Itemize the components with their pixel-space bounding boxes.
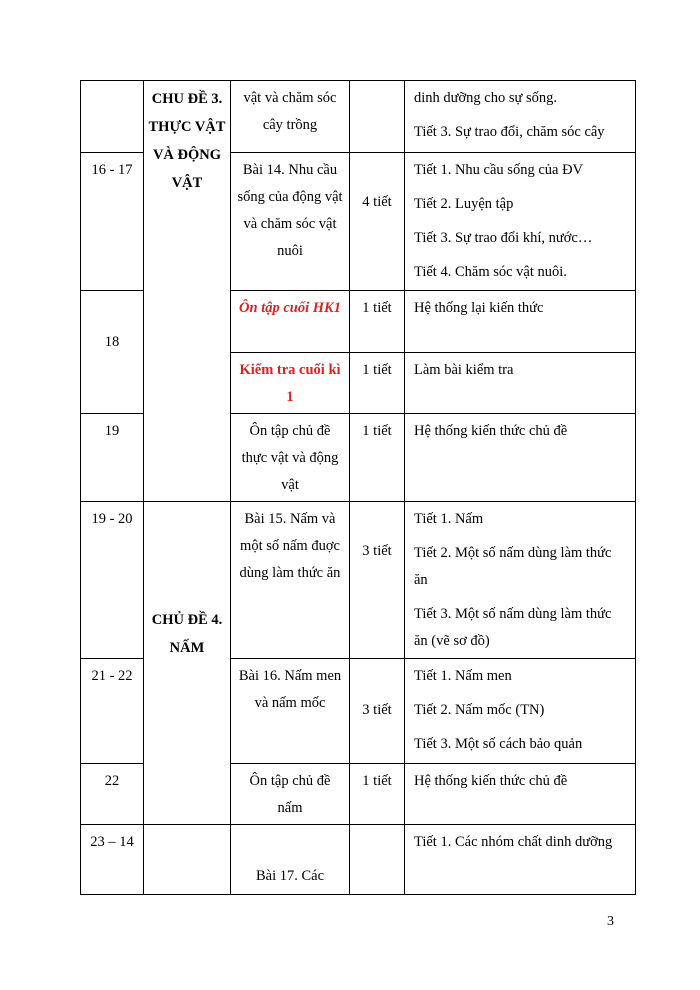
content-line: Hệ thống kiến thức chủ đề (414, 423, 568, 439)
table-row (81, 81, 636, 153)
lesson-cell (231, 414, 350, 502)
week-cell: 23 – 14 (81, 825, 144, 895)
week-cell: 16 - 17 (81, 153, 144, 291)
topic-cell (144, 825, 231, 895)
content-line: Tiết 3. Một số nấm dùng làm thức ăn (vẽ sơ đồ) (414, 606, 612, 649)
exam-lesson-text: Kiểm tra cuối kì 1 (239, 362, 341, 405)
content-line: Tiết 3. Sự trao đổi, chăm sóc cây (414, 124, 605, 140)
content-cell (405, 291, 636, 353)
content-line: Hệ thống kiến thức chủ đề (414, 773, 568, 789)
lesson-cell (231, 502, 350, 659)
lesson-cell (231, 659, 350, 764)
count-cell: 1 tiết (350, 353, 405, 414)
lesson-cell (231, 353, 350, 414)
content-line: Tiết 1. Các nhóm chất dinh dưỡng (414, 834, 613, 850)
lesson-text: Bài 17. Các (255, 868, 325, 884)
week-cell (81, 81, 144, 153)
content-line: Tiết 3. Một số cách bảo quản (414, 736, 583, 752)
lesson-text: Bài 16. Nấm men và nấm mốc (238, 668, 342, 711)
count-cell: 1 tiết (350, 414, 405, 502)
topic-cell (144, 502, 231, 825)
content-line: Tiết 2. Luyện tập (414, 196, 514, 212)
review-lesson-text: Ôn tập cuối HK1 (239, 300, 341, 316)
topic-4-title: CHỦ ĐỀ 4. NẤM (151, 612, 223, 656)
week-cell: 21 - 22 (81, 659, 144, 764)
lesson-text: Ôn tập chủ đề nấm (249, 773, 331, 816)
table-row (81, 825, 636, 895)
content-cell (405, 659, 636, 764)
topic-cell (144, 81, 231, 502)
content-line: Tiết 1. Nấm men (414, 668, 512, 684)
lesson-cell (231, 81, 350, 153)
content-line: Làm bài kiểm tra (414, 362, 514, 378)
count-cell: 3 tiết (350, 659, 405, 764)
content-line: Tiết 1. Nấm (414, 511, 484, 527)
lesson-text: Ôn tập chủ đề thực vật và động vật (241, 423, 339, 493)
lesson-cell (231, 291, 350, 353)
count-cell: 1 tiết (350, 764, 405, 825)
content-line: Tiết 1. Nhu cầu sống của ĐV (414, 162, 584, 178)
content-line: Tiết 2. Nấm mốc (TN) (414, 702, 545, 718)
content-cell (405, 764, 636, 825)
lesson-plan-table (80, 80, 636, 895)
week-cell: 18 (81, 291, 144, 414)
content-line: dinh dưỡng cho sự sống. (414, 90, 558, 106)
content-line: Tiết 4. Chăm sóc vật nuôi. (414, 264, 567, 280)
week-cell: 19 - 20 (81, 502, 144, 659)
content-cell (405, 353, 636, 414)
count-cell: 1 tiết (350, 291, 405, 353)
content-cell (405, 153, 636, 291)
count-cell (350, 81, 405, 153)
week-cell: 19 (81, 414, 144, 502)
count-cell: 4 tiết (350, 153, 405, 291)
table-row (81, 502, 636, 659)
content-line: Tiết 2. Một số nấm dùng làm thức ăn (414, 545, 612, 588)
page-number: 3 (607, 914, 614, 929)
content-cell (405, 414, 636, 502)
content-cell (405, 81, 636, 153)
count-cell (350, 825, 405, 895)
lesson-cell (231, 764, 350, 825)
count-cell: 3 tiết (350, 502, 405, 659)
lesson-text: vật và chăm sóc cây trồng (243, 90, 337, 133)
content-line: Hệ thống lại kiến thức (414, 300, 544, 316)
content-line: Tiết 3. Sự trao đổi khí, nước… (414, 230, 593, 246)
topic-3-title: CHU ĐỀ 3. THỰC VẬT VÀ ĐỘNG VẬT (148, 91, 226, 191)
content-cell (405, 502, 636, 659)
lesson-cell (231, 153, 350, 291)
lesson-text: Bài 15. Nấm và một số nấm đuợc dùng làm thức ăn (239, 511, 341, 581)
lesson-text: Bài 14. Nhu cầu sống của động vật và chăm sóc vật nuôi (237, 162, 343, 259)
content-cell (405, 825, 636, 895)
week-cell: 22 (81, 764, 144, 825)
lesson-cell (231, 825, 350, 895)
